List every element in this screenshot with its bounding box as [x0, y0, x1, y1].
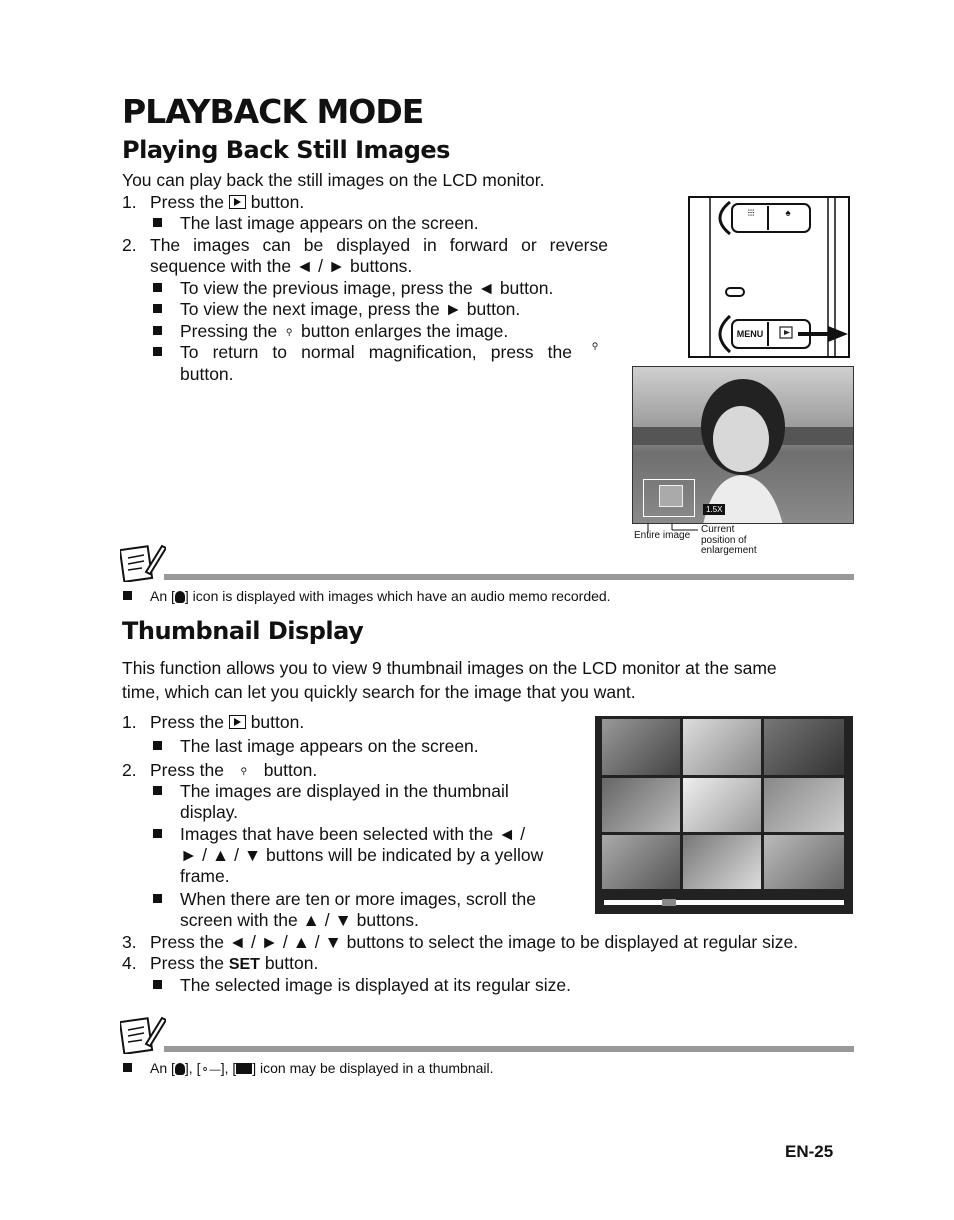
bullet-text: To view the next image, press the ► button.	[180, 299, 521, 319]
bullet-text: To view the previous image, press the ◄ button.	[180, 278, 554, 298]
bullet-line: When there are ten or more images, scroll the	[180, 889, 536, 909]
step-text	[150, 953, 318, 975]
bullet-square	[153, 829, 162, 838]
zoom-out-icon: ⚲	[591, 341, 599, 351]
bullet-text-post: button enlarges the image.	[301, 321, 509, 341]
step-text: Press the ◄ / ► / ▲ / ▼ buttons to select the image to be displayed at regular size.	[150, 932, 799, 952]
bullet-square	[153, 347, 162, 356]
caption-current-position	[701, 525, 757, 557]
protect-key-icon: ⚬—	[200, 1064, 221, 1076]
step-number: 4.	[122, 953, 137, 973]
step-text-pre: Press the	[150, 953, 224, 973]
bullet-square	[153, 894, 162, 903]
bullet-square	[153, 741, 162, 750]
playback-icon	[229, 715, 246, 729]
step-text-post: button.	[250, 712, 305, 732]
section-heading-still-images: Playing Back Still Images	[122, 136, 450, 164]
bullet-text-pre: Pressing the	[180, 321, 278, 341]
bullet-square	[123, 1063, 132, 1072]
playback-icon	[229, 195, 246, 209]
bullet-text: The selected image is displayed at its regular size.	[180, 975, 572, 995]
page-number: EN-25	[785, 1142, 834, 1161]
section1-intro: You can play back the still images on the LCD monitor.	[122, 170, 545, 190]
bullet-square	[153, 326, 162, 335]
zoom-wide-label: ⫶⫶⫶	[747, 208, 755, 218]
step-text-pre: Press the	[150, 760, 224, 780]
step-text: sequence with the ◄ / ► buttons.	[150, 256, 413, 276]
bullet-text	[180, 824, 543, 887]
note-text	[150, 1060, 494, 1076]
zoom-out-icon: ⚲	[240, 765, 248, 776]
menu-button-label: MENU	[736, 329, 764, 339]
thumbnail	[602, 835, 680, 889]
note-divider	[164, 1046, 854, 1052]
bullet-line: Images that have been selected with the ◄ /	[180, 824, 526, 844]
camera-drawing	[690, 198, 848, 356]
bullet-text: The last image appears on the screen.	[180, 213, 479, 233]
bullet-line: display.	[180, 802, 239, 822]
step-number: 2.	[122, 760, 137, 780]
step-text-pre: Press the	[150, 192, 224, 212]
note-text-pre: An [	[150, 588, 175, 604]
bullet-text: To return to normal magnification, press the	[180, 342, 572, 362]
zoom-badge: 1.5X	[703, 504, 725, 515]
bullet-square	[153, 283, 162, 292]
caption-entire-image: Entire image	[634, 530, 691, 541]
step-number: 1.	[122, 192, 137, 212]
step-text-post: button.	[264, 953, 319, 973]
note-divider	[164, 574, 854, 580]
caption-line: Current	[701, 524, 735, 535]
camera-back-illustration	[688, 196, 850, 358]
step-text-post: button.	[250, 192, 305, 212]
bullet-text: The last image appears on the screen.	[180, 736, 479, 756]
note-text-pre: An [	[150, 1060, 175, 1076]
microphone-icon	[175, 1063, 185, 1075]
video-camera-icon	[236, 1063, 252, 1074]
bullet-square	[153, 786, 162, 795]
microphone-icon	[175, 591, 185, 603]
zoom-in-icon: ⚲	[285, 326, 293, 337]
scroll-track[interactable]	[604, 900, 844, 905]
step-number: 1.	[122, 712, 137, 732]
caption-line: enlargement	[701, 545, 757, 556]
note-text-post: ] icon is displayed with images which have an audio memo recorded.	[184, 588, 611, 604]
intro-line: This function allows you to view 9 thumbnail images on the LCD monitor at the same	[122, 658, 777, 678]
step-text: The images can be displayed in forward or reverse	[150, 235, 608, 255]
step-number: 2.	[122, 235, 137, 255]
bullet-square	[153, 304, 162, 313]
thumbnail	[683, 719, 761, 775]
bullet-square	[123, 591, 132, 600]
bullet-square	[153, 218, 162, 227]
thumbnail	[683, 778, 761, 832]
bullet-line: frame.	[180, 866, 230, 886]
thumbnail	[683, 835, 761, 889]
note-text-post: ] icon may be displayed in a thumbnail.	[252, 1060, 494, 1076]
bullet-text	[180, 321, 508, 342]
bullet-line: ► / ▲ / ▼ buttons will be indicated by a yellow	[180, 845, 544, 865]
thumbnail	[764, 719, 844, 775]
note-pencil-icon	[120, 542, 166, 582]
bullet-text	[180, 781, 509, 823]
section2-intro	[122, 656, 777, 704]
step-text	[150, 760, 317, 781]
step-text	[150, 712, 304, 733]
bullet-line: The images are displayed in the thumbnail	[180, 781, 509, 801]
step-text-post: button.	[263, 760, 318, 780]
page-title: PLAYBACK MODE	[122, 92, 424, 131]
thumbnail	[764, 778, 844, 832]
bullet-square	[153, 980, 162, 989]
enlargement-position-frame	[659, 485, 683, 507]
set-button-label: SET	[228, 956, 260, 973]
note-pencil-icon	[120, 1014, 166, 1054]
thumbnail	[602, 719, 680, 775]
note-text	[150, 588, 611, 604]
scroll-thumb[interactable]	[662, 899, 676, 906]
bullet-text: button.	[180, 364, 234, 384]
bullet-text	[180, 889, 536, 931]
thumbnail	[764, 835, 844, 889]
caption-line: position of	[701, 534, 747, 546]
step-number: 3.	[122, 932, 137, 952]
note-text-mid: ], [	[220, 1060, 237, 1076]
note-text-mid: ], [	[184, 1060, 201, 1076]
intro-line: time, which can let you quickly search for the image that you want.	[122, 682, 636, 702]
step-text	[150, 192, 304, 213]
thumbnail-display-screen	[595, 716, 853, 914]
thumbnail	[602, 778, 680, 832]
playback-photo	[632, 366, 854, 524]
section-heading-thumbnail: Thumbnail Display	[122, 617, 364, 645]
step-text-pre: Press the	[150, 712, 224, 732]
bullet-line: screen with the ▲ / ▼ buttons.	[180, 910, 419, 930]
zoom-tele-label: ♠	[785, 208, 791, 219]
